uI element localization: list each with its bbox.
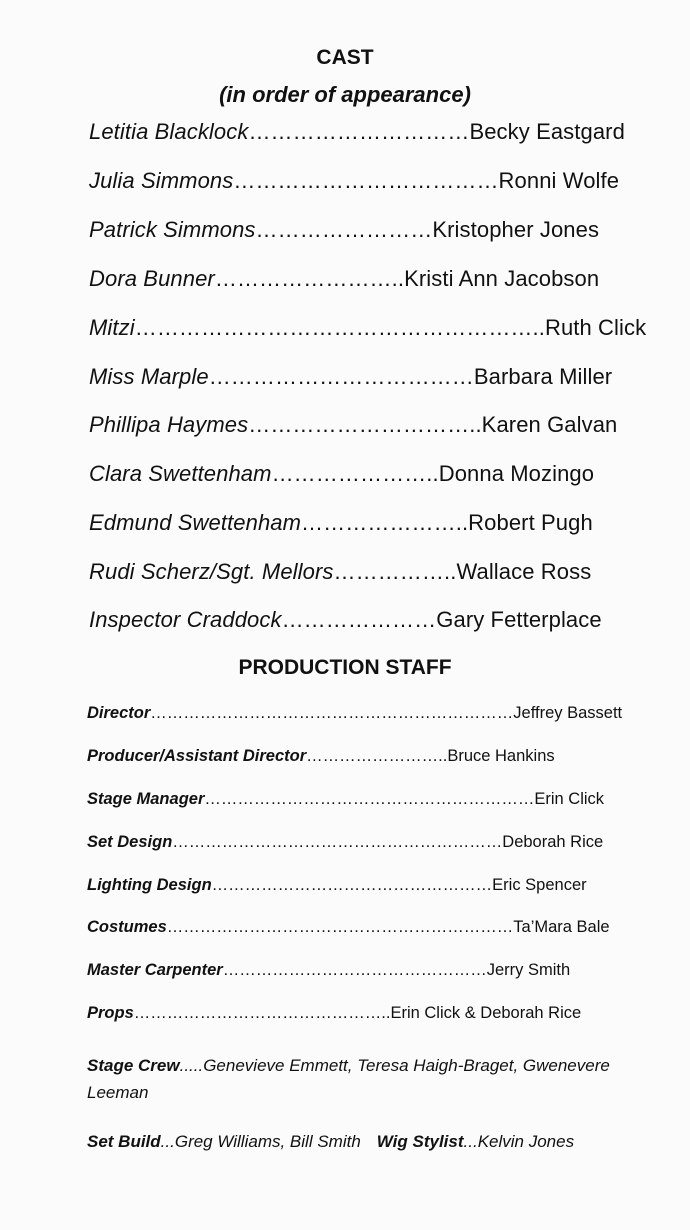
- cast-actor: Ruth Click: [544, 315, 647, 340]
- cast-actor: Robert Pugh: [468, 510, 593, 535]
- wig-stylist-role: Wig Stylist: [376, 1132, 464, 1151]
- leader-dots: …………………………………………: [222, 961, 487, 979]
- set-build-role: Set Build: [87, 1132, 161, 1151]
- staff-person: Deborah Rice: [502, 833, 604, 851]
- set-build-and-wig-credits: [87, 1132, 574, 1152]
- leader-dots: ……………………………………………………: [172, 833, 503, 851]
- cast-row: [89, 119, 625, 145]
- cast-row: [89, 364, 612, 390]
- leader-dots: ……………………………………………: [211, 876, 493, 894]
- leader-dots: ………………………………: [233, 168, 499, 193]
- leader-dots: …………………: [281, 607, 437, 632]
- cast-row: [89, 266, 599, 292]
- stage-crew-role: Stage Crew: [87, 1056, 180, 1075]
- cast-row: [89, 315, 646, 341]
- staff-person: Erin Click: [534, 790, 605, 808]
- leader-dots: …………………..: [271, 461, 439, 486]
- cast-role: Mitzi: [89, 315, 135, 340]
- staff-row: [87, 1004, 581, 1023]
- staff-role: Producer/Assistant Director: [87, 747, 307, 765]
- cast-heading: CAST: [316, 46, 374, 69]
- leader-dots: …………………………..: [248, 412, 482, 437]
- leader-dots: ………………………………: [208, 364, 474, 389]
- leader-dots: ………………………………………………..: [134, 315, 545, 340]
- cast-role: Letitia Blacklock: [89, 119, 249, 144]
- staff-role: Stage Manager: [87, 790, 205, 808]
- staff-heading: PRODUCTION STAFF: [238, 656, 452, 679]
- leader-dots: ……………………..: [306, 747, 448, 765]
- staff-role: Costumes: [87, 918, 167, 936]
- staff-row: [87, 876, 587, 895]
- leader-dots: ………………………………………………………: [166, 918, 514, 936]
- cast-row: [89, 412, 617, 438]
- cast-actor: Ronni Wolfe: [498, 168, 620, 193]
- cast-role: Miss Marple: [89, 364, 209, 389]
- staff-person: Ta’Mara Bale: [513, 918, 610, 936]
- cast-row: [89, 607, 602, 633]
- cast-role: Dora Bunner: [89, 266, 215, 291]
- staff-role: Master Carpenter: [87, 961, 223, 979]
- cast-actor: Becky Eastgard: [469, 119, 625, 144]
- cast-actor: Kristopher Jones: [432, 217, 600, 242]
- stage-crew-names: .....Genevieve Emmett, Teresa Haigh-Braget, Gwenevere Leeman: [87, 1056, 610, 1102]
- leader-dots: …………………..: [301, 510, 469, 535]
- cast-actor: Karen Galvan: [481, 412, 618, 437]
- staff-row: [87, 833, 603, 852]
- staff-person: Jerry Smith: [486, 961, 571, 979]
- cast-actor: Kristi Ann Jacobson: [404, 266, 600, 291]
- wig-stylist-names: ...Kelvin Jones: [463, 1132, 575, 1151]
- staff-row: [87, 790, 604, 809]
- leader-dots: …………………………: [248, 119, 470, 144]
- cast-row: [89, 461, 594, 487]
- cast-role: Inspector Craddock: [89, 607, 282, 632]
- cast-row: [89, 217, 599, 243]
- cast-row: [89, 559, 591, 585]
- cast-actor: Barbara Miller: [473, 364, 613, 389]
- staff-role: Director: [87, 704, 151, 722]
- leader-dots: ………………………………………..: [133, 1004, 391, 1022]
- staff-role: Set Design: [87, 833, 173, 851]
- cast-row: [89, 510, 593, 536]
- cast-role: Clara Swettenham: [89, 461, 272, 486]
- staff-person: Eric Spencer: [492, 876, 587, 894]
- cast-role: Julia Simmons: [89, 168, 234, 193]
- staff-person: Bruce Hankins: [447, 747, 555, 765]
- staff-row: [87, 704, 622, 723]
- leader-dots: …………………………………………………………: [150, 704, 514, 722]
- set-build-names: ...Greg Williams, Bill Smith: [160, 1132, 361, 1151]
- staff-person: Erin Click & Deborah Rice: [390, 1004, 582, 1022]
- leader-dots: ……………………: [255, 217, 433, 242]
- cast-row: [89, 168, 619, 194]
- cast-actor: Gary Fetterplace: [436, 607, 602, 632]
- staff-row: [87, 918, 610, 937]
- leader-dots: ……………………………………………………: [204, 790, 535, 808]
- cast-role: Phillipa Haymes: [89, 412, 249, 437]
- cast-actor: Wallace Ross: [456, 559, 592, 584]
- cast-actor: Donna Mozingo: [438, 461, 595, 486]
- staff-role: Lighting Design: [87, 876, 212, 894]
- cast-subheading: (in order of appearance): [219, 82, 471, 107]
- leader-dots: ……………..: [333, 559, 457, 584]
- cast-role: Patrick Simmons: [89, 217, 256, 242]
- cast-role: Edmund Swettenham: [89, 510, 302, 535]
- cast-role: Rudi Scherz/Sgt. Mellors: [89, 559, 334, 584]
- leader-dots: ……………………..: [214, 266, 405, 291]
- staff-row: [87, 747, 555, 766]
- stage-crew-credit: [87, 1052, 627, 1106]
- staff-role: Props: [87, 1004, 134, 1022]
- staff-person: Jeffrey Bassett: [513, 704, 623, 722]
- staff-row: [87, 961, 570, 980]
